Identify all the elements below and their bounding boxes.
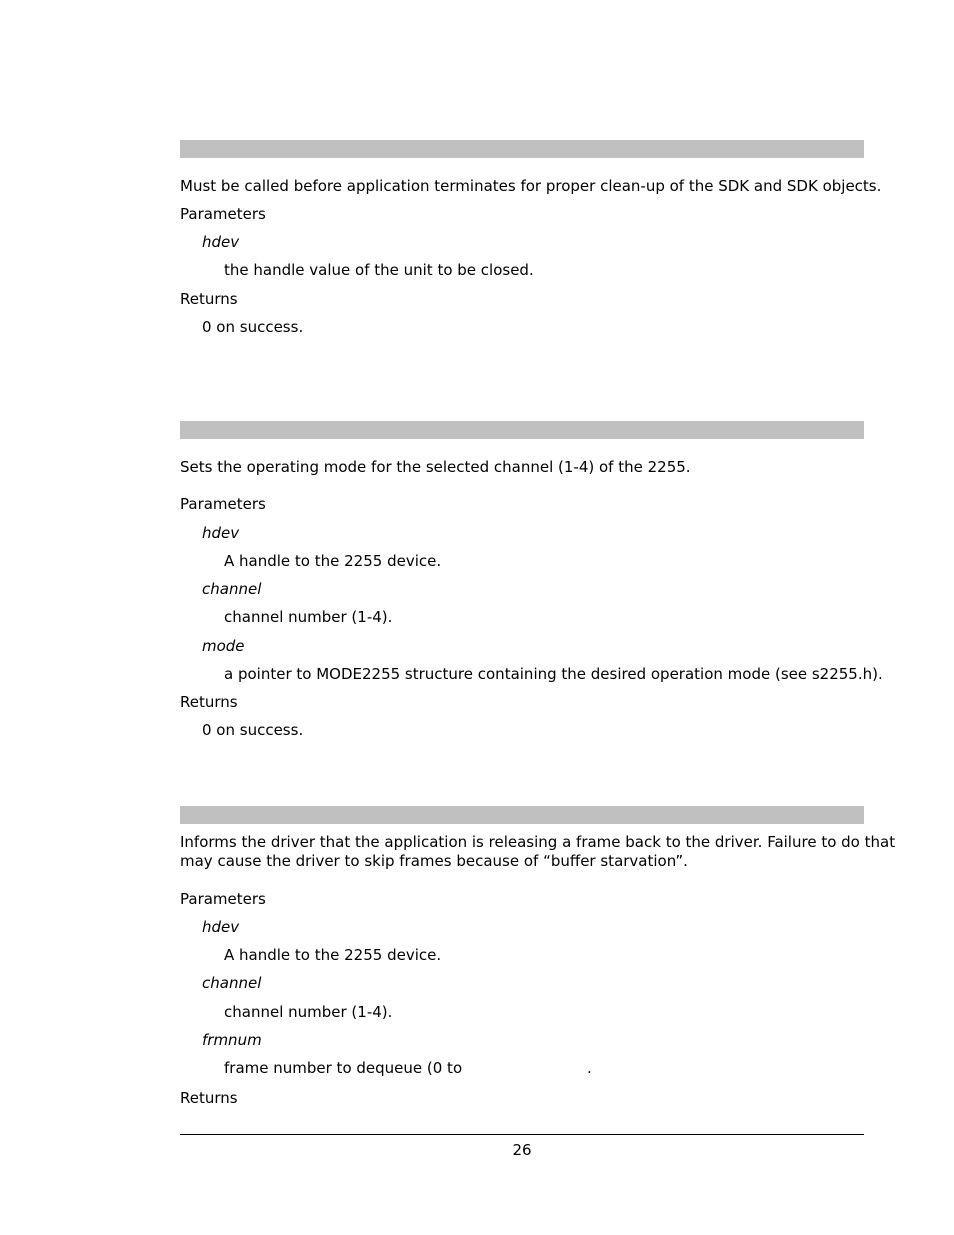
param-name: mode <box>202 637 245 655</box>
param-name: hdev <box>202 233 240 251</box>
param-description-tail: . <box>587 1059 592 1077</box>
returns-label: Returns <box>180 693 238 711</box>
returns-label: Returns <box>180 1089 238 1107</box>
section-description: Sets the operating mode for the selected channel (1-4) of the 2255. <box>180 458 691 476</box>
param-description: the handle value of the unit to be closed. <box>224 261 534 279</box>
parameters-label: Parameters <box>180 495 266 513</box>
parameters-label: Parameters <box>180 890 266 908</box>
section-description: Must be called before application terminates for proper clean-up of the SDK and SDK objects. <box>180 177 882 195</box>
param-name: channel <box>202 580 262 598</box>
param-description: frame number to dequeue (0 to <box>224 1059 463 1077</box>
parameters-label: Parameters <box>180 205 266 223</box>
page-number: 26 <box>512 1141 532 1159</box>
returns-label: Returns <box>180 290 238 308</box>
footer-rule <box>180 1134 864 1135</box>
param-description: channel number (1-4). <box>224 608 393 626</box>
returns-value: 0 on success. <box>202 318 304 336</box>
param-description: channel number (1-4). <box>224 1003 393 1021</box>
param-name: channel <box>202 974 262 992</box>
section-header-bar <box>180 806 864 824</box>
section-description-line: Informs the driver that the application is releasing a frame back to the driver. Failure to do that <box>180 833 896 851</box>
param-description: A handle to the 2255 device. <box>224 946 442 964</box>
param-name: hdev <box>202 524 240 542</box>
param-description: a pointer to MODE2255 structure containing the desired operation mode (see s2255.h). <box>224 665 883 683</box>
section-description-line: may cause the driver to skip frames because of “buffer starvation”. <box>180 852 688 870</box>
section-header-bar <box>180 421 864 439</box>
param-name: hdev <box>202 918 240 936</box>
section-header-bar <box>180 140 864 158</box>
param-name: frmnum <box>202 1031 262 1049</box>
param-description: A handle to the 2255 device. <box>224 552 442 570</box>
returns-value: 0 on success. <box>202 721 304 739</box>
